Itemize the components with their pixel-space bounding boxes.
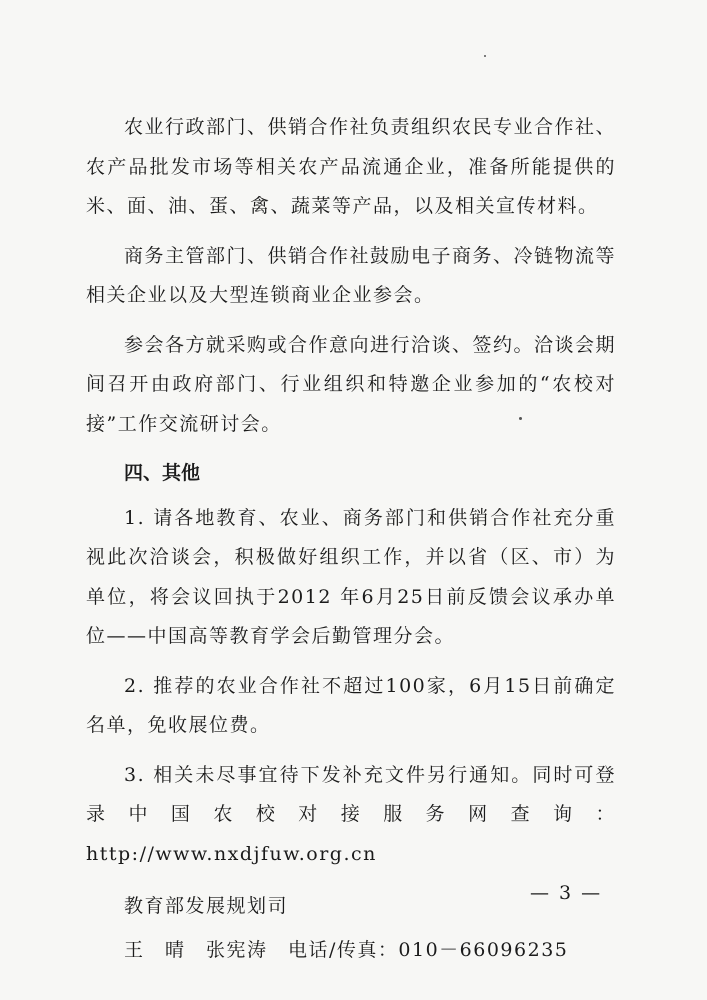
page-number: — 3 — [530,882,603,904]
paragraph-negotiation: 参会各方就采购或合作意向进行洽谈、签约。洽谈会期间召开由政府部门、行业组织和特邀企业参加的“农校对接”工作交流研讨会。 [86,333,617,435]
signature-department: 教育部发展规划司 [124,895,289,917]
scan-speck [519,417,522,420]
paragraph-commerce: 商务主管部门、供销合作社鼓励电子商务、冷链物流等相关企业以及大型连锁商业企业参会。 [86,244,617,306]
item-2: 2. 推荐的农业合作社不超过100家，6月15日前确定名单，免收展位费。 [86,674,616,736]
section-heading-other: 四、其他 [124,462,201,484]
signature-contacts: 王 晴 张宪涛 电话/传真：010－66096235 [124,939,569,961]
document-body [86,108,616,972]
scan-speck [484,55,486,57]
item-1: 1. 请各地教育、农业、商务部门和供销合作社充分重视此次洽谈会，积极做好组织工作，并以省（区、市）为单位，将会议回执于2012 年6月25日前反馈会议承办单位——中国高等教育学会后勤管理分会。 [86,506,616,647]
item-3: 3. 相关未尽事宜待下发补充文件另行通知。同时可登录中国农校对接服务网查询：http://www.nxdjfuw.org.cn [86,763,616,865]
paragraph-agriculture: 农业行政部门、供销合作社负责组织农民专业合作社、农产品批发市场等相关农产品流通企业，准备所能提供的米、面、油、蛋、禽、蔬菜等产品，以及相关宣传材料。 [86,116,617,217]
